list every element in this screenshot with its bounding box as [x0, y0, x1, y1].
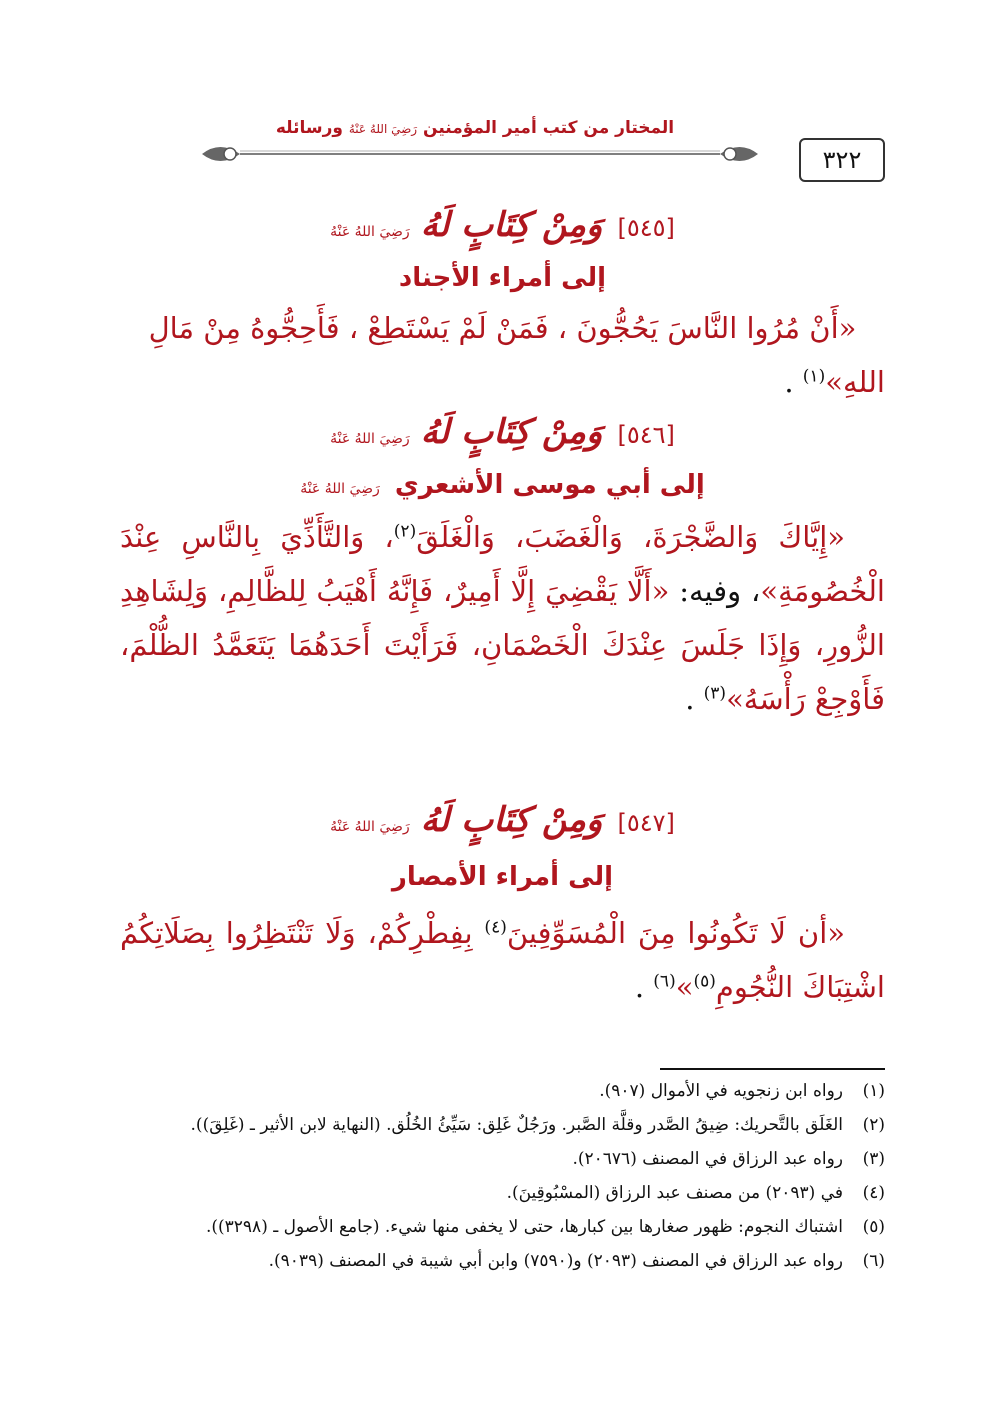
- running-title-end: ورسائله: [275, 118, 343, 138]
- footnote-text: رواه ابن زنجويه في الأموال (٩٠٧).: [599, 1081, 843, 1101]
- footnote-ref: (١): [802, 366, 826, 387]
- footnote-text: رواه عبد الرزاق في المصنف (٢٠٩٣) و(٧٥٩٠) وابن أبي شيبة في المصنف (٩٠٣٩).: [268, 1251, 843, 1271]
- footnote-number: (٥): [862, 1217, 885, 1237]
- running-title-honor: رَضِيَ اللهُ عَنْهُ: [348, 122, 418, 136]
- entry-text: [120, 906, 885, 1014]
- connector-text: ، وفيه:: [669, 574, 761, 608]
- entry-heading: [120, 412, 885, 452]
- footnote-ref: (٦): [653, 971, 676, 992]
- footnote-text: اشتباك النجوم: ظهور صغارها بين كبارها، حتى لا يخفى منها شيء. (جامع الأصول ـ (٣٢٩٨)).: [205, 1217, 843, 1237]
- footnote-number: (٣): [862, 1149, 885, 1169]
- footnotes: [120, 1074, 885, 1278]
- entry-number: [٥٤٥]: [617, 214, 675, 242]
- quote-continued: ، وَالتَّأَذِّيَ بِالنَّاسِ عِنْدَ الْخُصُومَةِ»: [120, 520, 885, 608]
- footnote-ref: (٣): [703, 683, 727, 704]
- page-number: ٣٢٢: [799, 138, 885, 182]
- entry-subheading: إلى أمراء الأمصار: [391, 862, 614, 892]
- footnote-text: في (٢٠٩٣) من مصنف عبد الرزاق (المسْبُوقِينَ).: [506, 1183, 843, 1203]
- entry-heading: [120, 800, 885, 840]
- subheading-honor: رَضِيَ اللهُ عَنْهُ: [300, 481, 380, 497]
- footnote-divider: [660, 1068, 885, 1070]
- running-title-text: المختار من كتب أمير المؤمنين: [423, 118, 675, 138]
- footnote-item: [120, 1074, 885, 1108]
- entry-number: [٥٤٧]: [617, 809, 675, 837]
- subheading-text: إلى أبي موسى الأشعري: [394, 470, 705, 500]
- footnote-ref: (٤): [484, 917, 507, 938]
- entry-honor: رَضِيَ اللهُ عَنْهُ: [330, 819, 410, 835]
- footnote-ref: (٢): [393, 521, 417, 542]
- entry-title: وَمِنْ كِتَابٍ لَهُ: [420, 205, 603, 245]
- quote-second: «أَلَّا يَقْضِيَ إِلَّا أَمِيرٌ، فَإِنَّهُ أَهْيَبُ لِلظَّالِمِ، وَلِشَاهِدِ الزُّورِ، وَإِذَا جَلَسَ عِنْدَكَ الْخَصْمَانِ، فَرَأَيْتَ أَحَدَهُمَا يَتَعَمَّدُ الظُّلْمَ، فَأَوْجِعْ رَأْسَهُ»: [120, 574, 885, 716]
- footnote-number: (٤): [862, 1183, 885, 1203]
- footnote-number: (٢): [862, 1115, 885, 1135]
- punctuation: .: [685, 682, 704, 716]
- footnote-item: [120, 1142, 885, 1176]
- footnote-text: الغَلَق بالتَّحريك: ضِيقُ الصَّدر وقلَّة الصَّبر. ورَجُلٌ غَلِق: سَيِّئُ الخُلُق. (النهاية لابن الأثير ـ (غَلِقَ)).: [190, 1115, 843, 1135]
- entry-subheading: إلى أمراء الأجناد: [398, 263, 607, 293]
- page-header: [140, 118, 885, 188]
- entry-subheading: [120, 470, 885, 500]
- quote: «أن لَا تَكُونُوا مِنَ الْمُسَوِّفِينَ: [506, 916, 846, 950]
- quote: «إِيَّاكَ وَالضَّجْرَةَ، وَالْغَضَبَ، وَالْغَلَقَ: [416, 520, 845, 554]
- footnote-item: [120, 1210, 885, 1244]
- entry-honor: رَضِيَ اللهُ عَنْهُ: [330, 224, 410, 240]
- entry-text: [120, 510, 885, 726]
- quote: «أَنْ مُرُوا النَّاسَ يَحُجُّونَ ، فَمَنْ لَمْ يَسْتَطِعْ ، فَأَحِجُّوهُ مِنْ مَالِ اللهِ»: [148, 311, 885, 399]
- entry-546: [120, 412, 885, 726]
- entry-honor: رَضِيَ اللهُ عَنْهُ: [330, 431, 410, 447]
- footnote-number: (٦): [862, 1251, 885, 1271]
- footnote-number: (١): [862, 1081, 885, 1101]
- punctuation: .: [784, 365, 803, 399]
- entry-number: [٥٤٦]: [617, 421, 675, 449]
- entry-545: [120, 205, 885, 409]
- entry-title: وَمِنْ كِتَابٍ لَهُ: [420, 412, 603, 452]
- entry-title: وَمِنْ كِتَابٍ لَهُ: [420, 800, 603, 840]
- entry-text: [120, 301, 885, 409]
- footnote-item: [120, 1244, 885, 1278]
- punctuation: .: [634, 970, 654, 1004]
- footnote-item: [120, 1176, 885, 1210]
- entry-547: [120, 800, 885, 1014]
- quote-continued: بِفِطْرِكُمْ، وَلَا تَنْتَظِرُوا بِصَلَاتِكُمُ اشْتِبَاكَ النُّجُومِ: [120, 916, 885, 1004]
- footnote-ref: (٥): [693, 971, 716, 992]
- running-title: [255, 118, 695, 138]
- footnote-item: [120, 1108, 885, 1142]
- quote-close: »: [675, 970, 694, 1004]
- footnote-text: رواه عبد الرزاق في المصنف (٢٠٦٧٦).: [572, 1149, 843, 1169]
- entry-heading: [120, 205, 885, 245]
- header-ornament-icon: [200, 140, 760, 168]
